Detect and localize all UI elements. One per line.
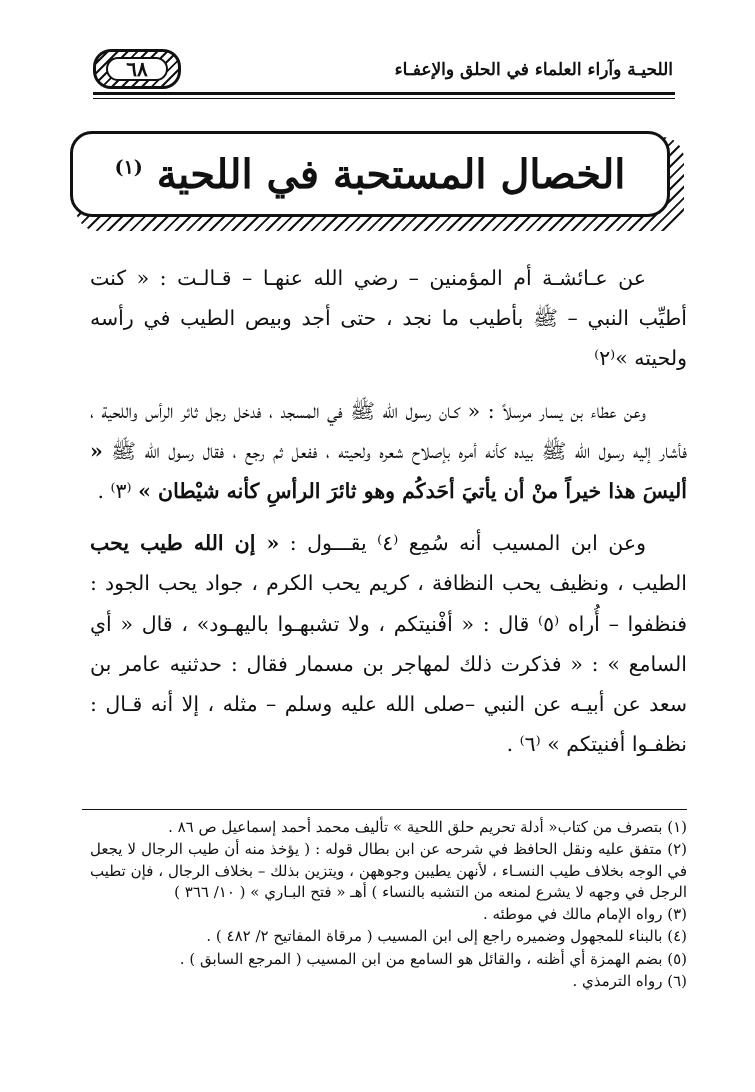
chapter-footnote-marker: (١)	[114, 156, 143, 179]
paragraph-ata-hadith	[90, 391, 687, 512]
footnote-4: (٤) بالبناء للمجهول وضميره راجع إلى ابن المسيب ( مرقاة المفاتيح ٢/ ٤٨٢ ) .	[206, 927, 687, 946]
header-rule	[93, 92, 675, 95]
footnote-3: (٣) رواه الإمام مالك في موطئه .	[482, 905, 687, 924]
ata-hadith-quote: « أليسَ هذا خيراً منْ أن يأتيَ أحَدكُم وهو ثائرَ الرأسِ كأنه شيْطان »	[90, 438, 687, 504]
footnote-1: (١) بتصرف من كتاب« أدلة تحريم حلق اللحية » تأليف محمد أحمد إسماعيل ص ٨٦ .	[168, 818, 687, 836]
page-number: ٦٨	[106, 57, 168, 81]
footnote-separator	[82, 809, 687, 810]
ibn-musayyib-quote: « إن الله طيب يحب	[90, 531, 280, 556]
footnote-2: (٢) متفق عليه ونقل الحافظ في شرحه عن ابن بطال قوله : ( يؤخذ منه أن طيب الرجال لا يجعل في الوجه بخلاف طيب النسـاء ، لأنهن يطيبن وجوههن ، ويتزين بذلك – بخلاف الرجال ، فإن تطيب الرجل في وجهه لا يشرع لمنعه من التشبه بالنساء ) أهـ « فتح البـاري » ( ١٠/ ٣٦٦ )	[90, 840, 687, 901]
paragraph-ibn-musayyib-hadith	[90, 523, 687, 764]
ibn-musayyib-text: الطيب ، ونظيف يحب النظافة ، كريم يحب الكرم ، جواد يحب الجود : فنظفوا – أُراه ⁽٥⁾ قال : « أفْنيتكم ، ولا تشبهـوا باليهـود» ، قال « أي السامع » : « فذكرت ذلك لمهاجر بن مسمار فقال : حدثنيه عامر بن سعد عن أبيـه عن النبي –صلى الله عليه وسلم – مثله ، إلا أنه قـال : نظفـوا أفنيتكم » ⁽٦⁾ .	[90, 571, 687, 757]
footnotes	[90, 817, 687, 993]
body-text	[90, 258, 687, 776]
chapter-title	[115, 151, 626, 198]
paragraph-aisha-hadith: عن عـائشـة أم المؤمنين – رضي الله عنهـا – قـالـت : « كنت أطيِّب النبي – ﷺ بأطيب ما نجد ، حتى أجد وبيص الطيب في رأسه ولحيته »⁽٢⁾	[90, 266, 687, 371]
chapter-title-box	[70, 131, 670, 217]
footnote-6: (٦) رواه الترمذي .	[572, 972, 687, 991]
chapter-title-frame	[70, 131, 684, 231]
ata-hadith-text: وعن عطاء بن يسار مرسلاً : « كـان رسول الله ﷺ في المسجد ، فدخل رجل ثائر الرأس واللحية ، فأشار إليه رسول الله ﷺ بيده كأنه أمره بإصلاح شعره ولحيته ، ففعل ثم رجع ، فقال رسول الله ﷺ	[90, 398, 687, 463]
page-number-badge	[93, 49, 181, 89]
running-header-title: اللحيـة وآراء العلماء في الحلق والإعفـاء	[394, 60, 673, 80]
chapter-title-text: الخصال المستحبة في اللحية	[156, 150, 626, 198]
ata-hadith-ref: ⁽٣⁾ .	[97, 479, 139, 504]
ibn-musayyib-intro: وعن ابن المسيب أنه سُمِع ⁽٤⁾ يقـــول :	[279, 531, 646, 556]
footnote-5: (٥) بضم الهمزة أي أظنه ، والقائل هو السامع من ابن المسيب ( المرجع السابق ) .	[179, 949, 687, 968]
header-rule-thin	[93, 98, 675, 99]
